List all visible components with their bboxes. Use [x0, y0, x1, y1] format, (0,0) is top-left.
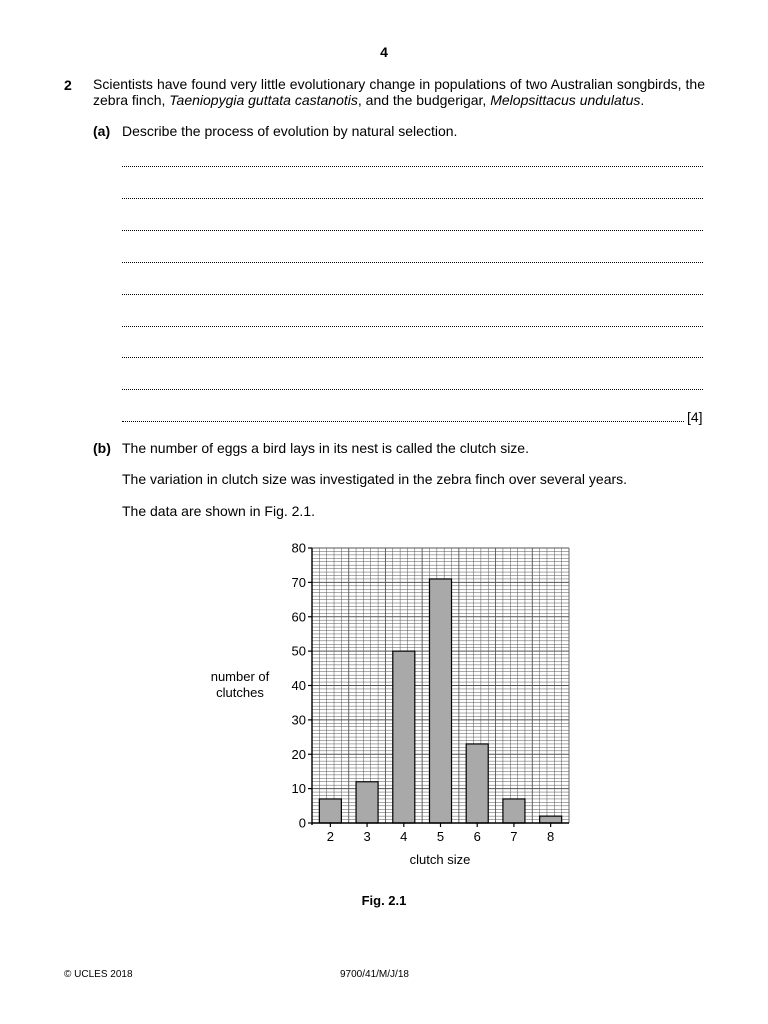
y-tick-label: 80 [291, 540, 306, 556]
question-number: 2 [64, 77, 72, 93]
y-tick-label: 10 [291, 781, 306, 797]
species-name-zebra-finch: Taeniopygia guttata castanotis [169, 92, 358, 108]
species-name-budgerigar: Melopsittacus undulatus [490, 92, 641, 108]
question-intro-text-2: , and the budgerigar, [357, 92, 491, 108]
y-tick-label: 60 [291, 609, 306, 625]
bar-clutch-7 [503, 799, 525, 823]
footer-paper-code: 9700/41/M/J/18 [340, 969, 409, 980]
chart-x-ticks [327, 823, 555, 844]
bar-clutch-5 [429, 579, 451, 823]
x-axis-label: clutch size [409, 852, 471, 867]
y-tick-label: 30 [291, 712, 306, 728]
bar-clutch-2 [319, 799, 341, 823]
x-tick-label: 5 [436, 829, 445, 844]
bar-clutch-8 [540, 816, 562, 823]
part-b-label: (b) [93, 440, 111, 456]
y-tick-label: 20 [291, 746, 306, 762]
figure-caption: Fig. 2.1 [361, 893, 407, 908]
part-b-line-1: The number of eggs a bird lays in its nest is called the clutch size. [122, 440, 529, 456]
x-tick-label: 4 [400, 829, 408, 844]
part-b-line-2: The variation in clutch size was investigated in the zebra finch over several years. [122, 471, 628, 487]
question-intro-text-1: Scientists have found very little evolutionary change in populations of two Australian songbirds, the zebra finch, [93, 76, 705, 108]
footer-copyright: © UCLES 2018 [64, 969, 133, 980]
chart-bars [319, 579, 561, 823]
part-a-label: (a) [93, 123, 111, 139]
question-intro-text-3: . [640, 92, 645, 108]
x-tick-label: 6 [473, 829, 481, 844]
y-tick-label: 0 [298, 815, 306, 831]
bar-clutch-3 [356, 782, 378, 823]
bar-clutch-4 [393, 651, 415, 823]
part-b-line-3: The data are shown in Fig. 2.1. [122, 503, 315, 519]
y-tick-label: 70 [291, 574, 306, 590]
x-tick-label: 2 [326, 829, 334, 844]
y-axis-label-line-2: clutches [216, 685, 264, 700]
part-a-text: Describe the process of evolution by natural selection. [122, 123, 458, 139]
x-tick-label: 7 [510, 829, 518, 844]
part-a-marks: [4] [687, 409, 703, 425]
y-axis-label-line-1: number of [210, 669, 270, 684]
x-tick-label: 3 [363, 829, 371, 844]
chart-y-ticks [292, 541, 312, 831]
y-tick-label: 50 [291, 643, 306, 659]
bar-clutch-6 [466, 744, 488, 823]
page-number: 4 [380, 44, 388, 60]
y-tick-label: 40 [291, 678, 306, 693]
x-tick-label: 8 [547, 829, 555, 844]
